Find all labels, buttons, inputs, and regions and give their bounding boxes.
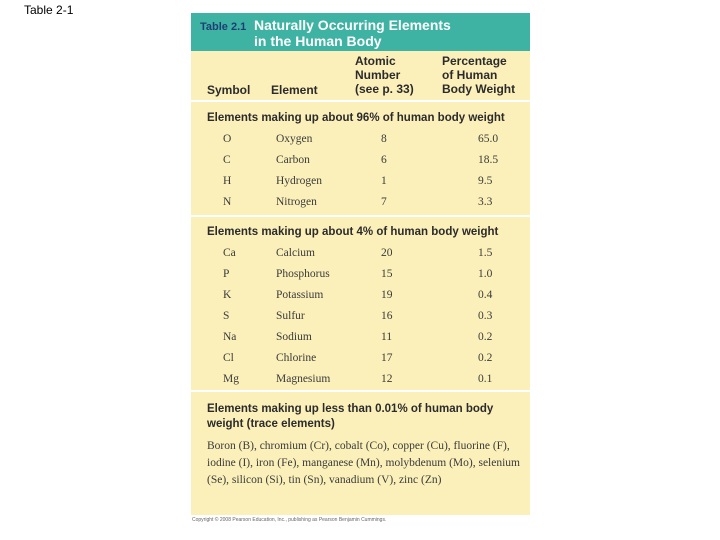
cell-atomic: 15 <box>381 268 393 280</box>
cell-symbol: O <box>223 133 232 145</box>
cell-symbol: S <box>223 310 230 322</box>
cell-percent: 1.0 <box>478 268 493 280</box>
cell-percent: 1.5 <box>478 247 493 259</box>
cell-percent: 65.0 <box>478 133 499 145</box>
cell-atomic: 6 <box>381 154 387 166</box>
header-divider <box>191 100 530 102</box>
table-title-line1: Naturally Occurring Elements <box>254 17 451 33</box>
cell-percent: 0.2 <box>478 331 493 343</box>
cell-element: Nitrogen <box>276 196 317 208</box>
major-divider <box>191 215 530 217</box>
slide-label: Table 2-1 <box>24 3 74 17</box>
minor-divider <box>191 390 530 392</box>
cell-symbol: H <box>223 175 232 187</box>
cell-symbol: Cl <box>223 352 234 364</box>
cell-percent: 0.1 <box>478 373 493 385</box>
header-percent-line3: Body Weight <box>442 82 516 96</box>
header-element: Element <box>271 83 318 97</box>
cell-percent: 18.5 <box>478 154 499 166</box>
cell-element: Calcium <box>276 247 315 259</box>
major-section-heading: Elements making up about 96% of human body weight <box>207 112 505 124</box>
table-title-bar <box>191 13 530 51</box>
minor-section-heading: Elements making up about 4% of human body weight <box>207 226 499 238</box>
header-percent-line2: of Human <box>442 68 498 82</box>
cell-element: Sodium <box>276 331 312 343</box>
cell-element: Carbon <box>276 154 310 166</box>
cell-symbol: Ca <box>223 247 236 259</box>
header-atomic-number <box>355 54 414 96</box>
header-atomic-line3: (see p. 33) <box>355 82 414 96</box>
cell-symbol: K <box>223 289 232 301</box>
trace-elements-list: Boron (B), chromium (Cr), cobalt (Co), copper (Cu), fluorine (F), iodine (I), iron (Fe), manganese (Mn), molybdenum (Mo), selenium (Se), silicon (Si), tin (Sn), vanadium (V), zinc (Zn) <box>207 440 520 486</box>
table-number: Table 2.1 <box>200 21 247 33</box>
copyright-notice: Copyright © 2008 Pearson Education, Inc., publishing as Pearson Benjamin Cummings. <box>192 517 387 523</box>
cell-atomic: 16 <box>381 310 393 322</box>
cell-element: Potassium <box>276 289 324 301</box>
cell-atomic: 19 <box>381 289 393 301</box>
cell-element: Magnesium <box>276 373 331 385</box>
cell-percent: 0.3 <box>478 310 493 322</box>
cell-element: Chlorine <box>276 352 317 364</box>
cell-symbol: Mg <box>223 373 239 385</box>
trace-section-heading <box>207 402 517 432</box>
cell-symbol: P <box>223 268 230 280</box>
header-percent-line1: Percentage <box>442 54 507 68</box>
cell-element: Sulfur <box>276 310 305 322</box>
cell-atomic: 20 <box>381 247 393 259</box>
cell-percent: 0.2 <box>478 352 493 364</box>
cell-atomic: 7 <box>381 196 387 208</box>
cell-atomic: 17 <box>381 352 393 364</box>
trace-heading-line1: Elements making up less than 0.01% of human body <box>207 403 494 415</box>
header-percentage <box>442 54 515 96</box>
header-atomic-line1: Atomic <box>355 54 396 68</box>
table-title-line2: in the Human Body <box>254 33 382 49</box>
elements-table <box>191 13 530 515</box>
cell-percent: 3.3 <box>478 196 493 208</box>
cell-atomic: 8 <box>381 133 387 145</box>
cell-element: Phosphorus <box>276 268 330 280</box>
header-atomic-line2: Number <box>355 68 401 82</box>
cell-atomic: 11 <box>381 331 393 343</box>
cell-atomic: 12 <box>381 373 393 385</box>
cell-percent: 0.4 <box>478 289 493 301</box>
cell-element: Hydrogen <box>276 175 322 187</box>
cell-symbol: C <box>223 154 231 166</box>
cell-percent: 9.5 <box>478 175 493 187</box>
cell-atomic: 1 <box>381 175 387 187</box>
header-symbol: Symbol <box>207 83 251 97</box>
cell-symbol: N <box>223 196 232 208</box>
trace-heading-line2: weight (trace elements) <box>207 418 335 430</box>
cell-element: Oxygen <box>276 133 313 145</box>
cell-symbol: Na <box>223 331 237 343</box>
